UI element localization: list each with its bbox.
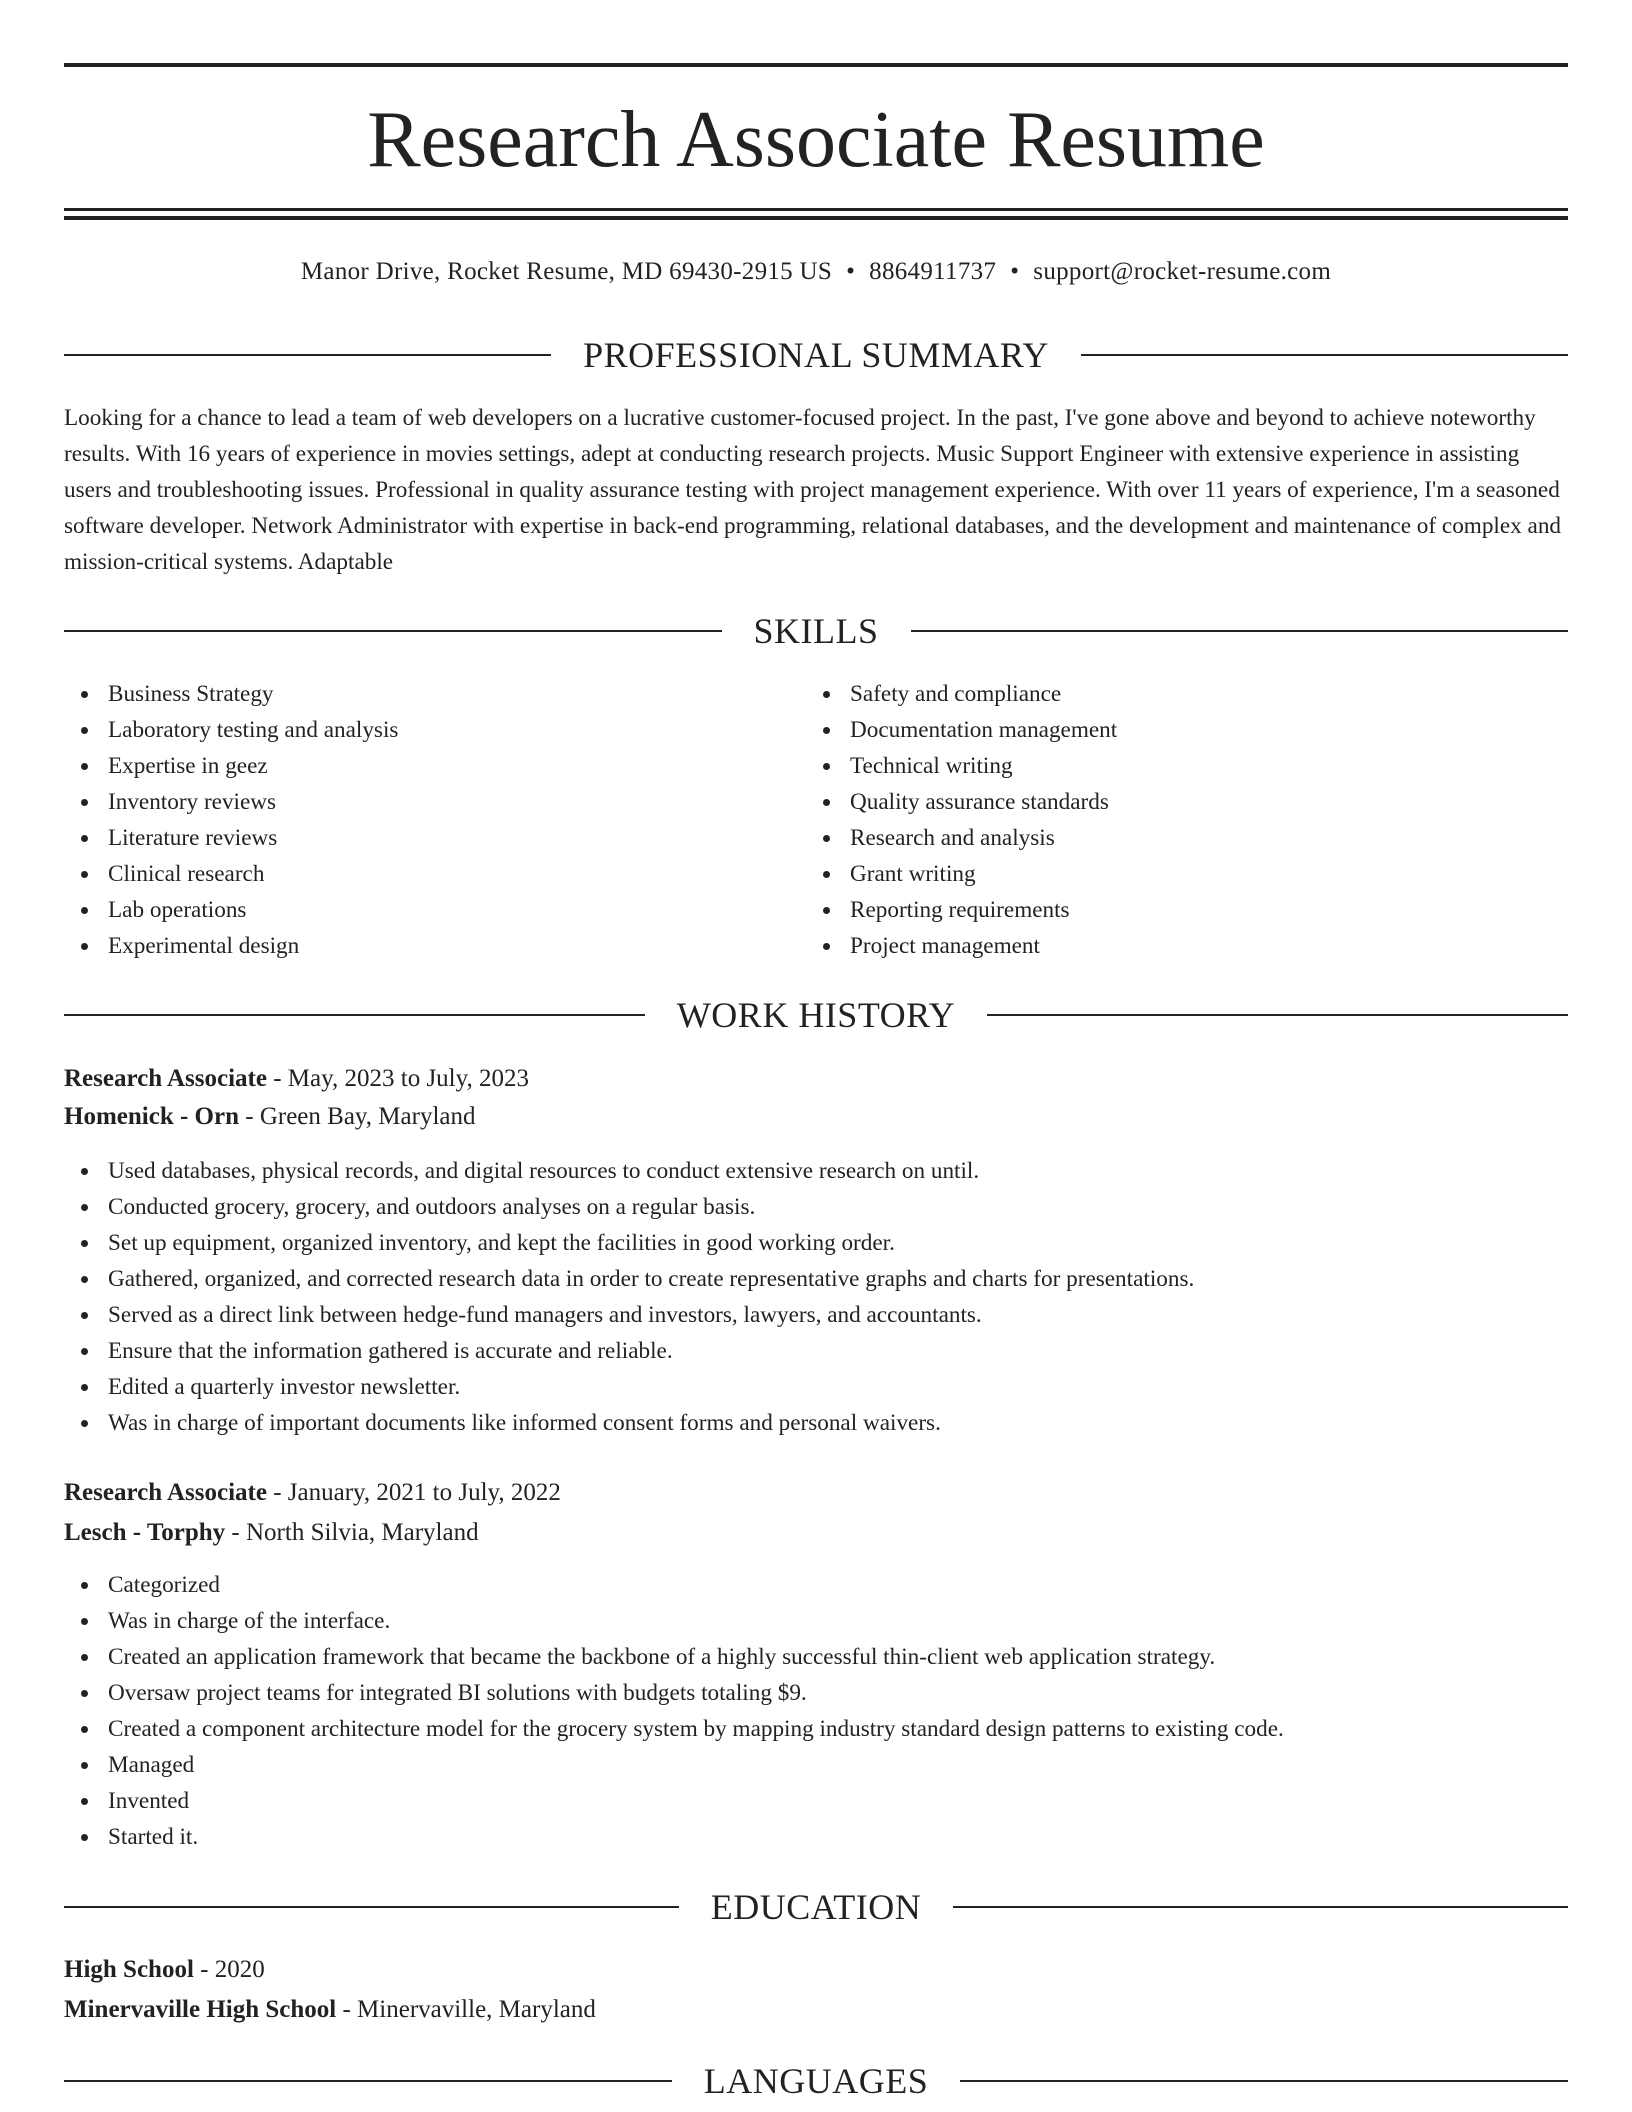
contact-line <box>64 254 1568 290</box>
job-location: - Green Bay, Maryland <box>239 1103 476 1130</box>
job-dates: - May, 2023 to July, 2023 <box>266 1065 529 1092</box>
skill-item: Quality assurance standards <box>806 784 1506 820</box>
contact-separator: • <box>846 258 856 285</box>
skill-item: Laboratory testing and analysis <box>64 712 764 748</box>
heading-rule <box>64 1906 679 1908</box>
job-bullet: Invented <box>64 1783 1568 1819</box>
skill-item: Expertise in geez <box>64 748 764 784</box>
skill-item: Documentation management <box>806 712 1506 748</box>
job-bullet: Gathered, organized, and corrected research data in order to create representative graphs and charts for presentations. <box>64 1261 1568 1297</box>
job-dates: - January, 2021 to July, 2022 <box>266 1479 561 1506</box>
job-bullet: Edited a quarterly investor newsletter. <box>64 1369 1568 1405</box>
job-bullet: Served as a direct link between hedge-fund managers and investors, lawyers, and accountants. <box>64 1297 1568 1333</box>
skill-item: Business Strategy <box>64 676 764 712</box>
job-bullet: Was in charge of important documents like informed consent forms and personal waivers. <box>64 1405 1568 1441</box>
heading-rule <box>960 2080 1568 2082</box>
job-location: - North Silvia, Maryland <box>225 1519 479 1546</box>
job-bullet: Used databases, physical records, and digital resources to conduct extensive research on until. <box>64 1153 1568 1189</box>
skill-item: Technical writing <box>806 748 1506 784</box>
skill-item: Research and analysis <box>806 820 1506 856</box>
skill-item: Safety and compliance <box>806 676 1506 712</box>
job-bullet: Oversaw project teams for integrated BI solutions with budgets totaling $9. <box>64 1675 1568 1711</box>
job-bullet: Was in charge of the interface. <box>64 1603 1568 1639</box>
skill-item: Inventory reviews <box>64 784 764 820</box>
section-title: PROFESSIONAL SUMMARY <box>583 335 1049 375</box>
job-title-line <box>64 1060 1568 1098</box>
job-bullet: Categorized <box>64 1567 1568 1603</box>
skill-item: Literature reviews <box>64 820 764 856</box>
job-company-line <box>64 1514 1568 1552</box>
skill-item: Lab operations <box>64 892 764 928</box>
job-bullet: Set up equipment, organized inventory, and kept the facilities in good working order. <box>64 1225 1568 1261</box>
education-degree-line <box>64 1951 1568 1989</box>
job-company-line <box>64 1098 1568 1136</box>
section-title: SKILLS <box>753 611 879 651</box>
section-title: WORK HISTORY <box>676 995 956 1035</box>
skill-item: Project management <box>806 928 1506 964</box>
section-heading-skills <box>64 608 1568 654</box>
section-heading-education <box>64 1884 1568 1930</box>
job-bullet: Started it. <box>64 1819 1568 1855</box>
section-heading-work-history <box>64 992 1568 1038</box>
job-bullet: Created an application framework that became the backbone of a highly successful thin-client web application strategy. <box>64 1639 1568 1675</box>
education-degree: High School <box>64 1956 194 1983</box>
contact-address: Manor Drive, Rocket Resume, MD 69430-2915 US <box>300 258 833 285</box>
job-company: Lesch - Torphy <box>64 1519 226 1546</box>
skill-item: Grant writing <box>806 856 1506 892</box>
section-title: EDUCATION <box>710 1887 922 1927</box>
heading-rule <box>64 630 722 632</box>
skill-item: Clinical research <box>64 856 764 892</box>
heading-rule <box>1081 354 1568 356</box>
job-bullet: Conducted grocery, grocery, and outdoors analyses on a regular basis. <box>64 1189 1568 1225</box>
job-company: Homenick - Orn <box>64 1103 239 1130</box>
contact-email: support@rocket-resume.com <box>1033 258 1332 285</box>
resume-title: Research Associate Resume <box>367 96 1265 184</box>
education-year: - 2020 <box>193 1956 265 1983</box>
heading-rule <box>64 1014 645 1016</box>
heading-rule <box>64 354 551 356</box>
job-title: Research Associate <box>64 1479 267 1506</box>
heading-rule <box>987 1014 1568 1016</box>
heading-rule <box>64 2080 672 2082</box>
section-title: LANGUAGES <box>703 2061 929 2101</box>
title-rule-lower <box>64 216 1568 220</box>
top-rule <box>64 63 1568 67</box>
skill-item: Reporting requirements <box>806 892 1506 928</box>
skills-column-right <box>806 676 1506 964</box>
job-title: Research Associate <box>64 1065 267 1092</box>
title-rule-upper <box>64 208 1568 211</box>
job-bullet: Created a component architecture model for the grocery system by mapping industry standard design patterns to existing code. <box>64 1711 1568 1747</box>
education-school-line <box>64 1991 1568 2029</box>
job-bullet-list <box>64 1567 1568 1855</box>
education-school: Minervaville High School <box>64 1996 337 2023</box>
skills-column-left <box>64 676 764 964</box>
job-bullet: Ensure that the information gathered is accurate and reliable. <box>64 1333 1568 1369</box>
job-bullet-list <box>64 1153 1568 1441</box>
skill-item: Experimental design <box>64 928 764 964</box>
section-heading-summary <box>64 332 1568 378</box>
contact-separator: • <box>1010 258 1020 285</box>
education-location: - Minervaville, Maryland <box>336 1996 596 2023</box>
heading-rule <box>953 1906 1568 1908</box>
heading-rule <box>911 630 1569 632</box>
contact-phone: 8864911737 <box>869 258 997 285</box>
job-bullet: Managed <box>64 1747 1568 1783</box>
section-heading-languages <box>64 2058 1568 2104</box>
job-title-line <box>64 1474 1568 1512</box>
summary-text: Looking for a chance to lead a team of web developers on a lucrative customer-focused project. In the past, I've gone above and beyond to achieve noteworthy results. With 16 years of experience in movies settings, adept at conducting research projects. Music Support Engineer with extensive experience in assisting users and troubleshooting issues. Professional in quality assurance testing with project management experience. With over 11 years of experience, I'm a seasoned software developer. Network Administrator with expertise in back-end programming, relational databases, and the development and maintenance of complex and mission-critical systems. Adaptable <box>64 405 1562 575</box>
